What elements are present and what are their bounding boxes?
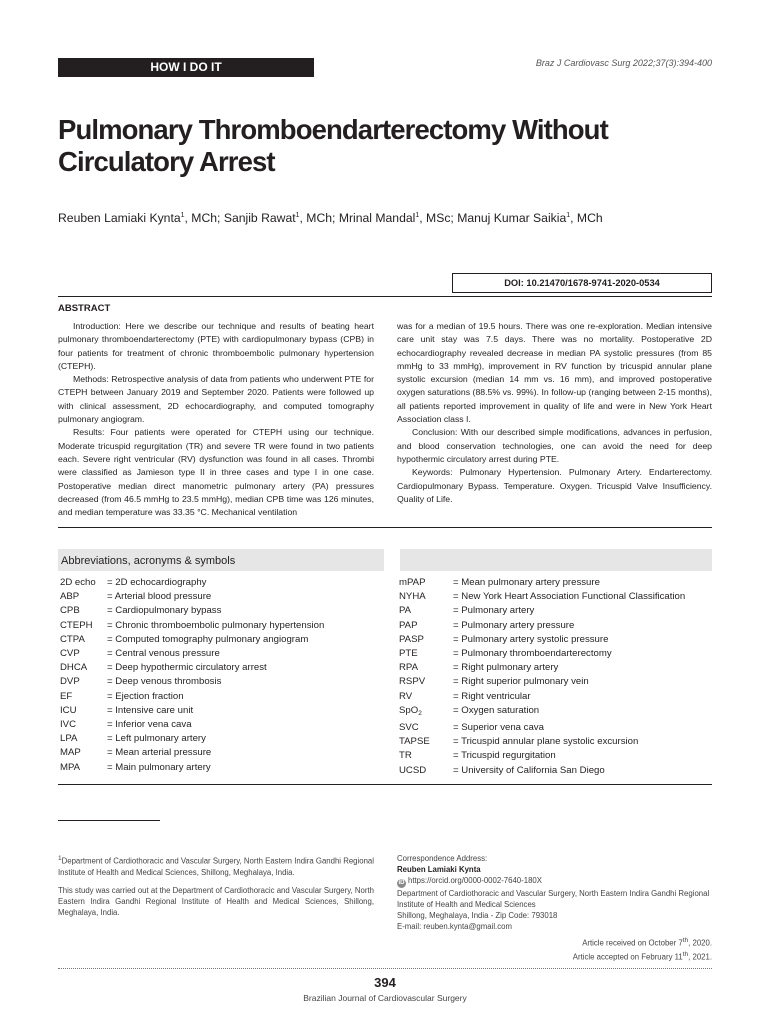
section-label: HOW I DO IT <box>58 58 314 77</box>
abbreviation-term <box>399 633 453 647</box>
abstract-results: Results: Four patients were operated for CTEPH using our technique. Moderate tricuspid regurgitation (TR) and severe TR were found in two patients each. Severe right ventricular (RV) dysfunction was found in all cases. Thrombi were classified as Jamieson type II in three cases and type I in one case. Postoperative median direct manometric pulmonary artery (PA) pressures decreased (from 46.5 mmHg to 23.5 mmHg), median CPB time was 126 minutes, and median temperature was 33.35 °C. Mechanical ventilation <box>58 427 374 518</box>
abbreviation-definition: = Ejection fraction <box>107 690 184 702</box>
abstract-methods: Methods: Retrospective analysis of data from patients who underwent PTE for CTEPH between January 2019 and September 2020. Patients were followed up with clinical assessment, 2D echocardiography, and computed tomography pulmonary angiogram. <box>58 374 374 425</box>
abbreviation-term <box>60 675 107 689</box>
author-name: Reuben Lamiaki Kynta <box>58 211 181 225</box>
abbreviation-term-text: UCSD <box>399 764 427 776</box>
abbreviation-definition: = Computed tomography pulmonary angiogram <box>107 633 309 645</box>
abbreviation-definition: = Mean arterial pressure <box>107 747 212 759</box>
abbreviation-row <box>399 749 685 763</box>
abbreviation-term-text: IVC <box>60 719 76 731</box>
abbreviation-term <box>399 604 453 618</box>
author-degree: , MSc; <box>419 211 458 225</box>
abstract-heading: ABSTRACT <box>58 303 111 314</box>
abbreviation-definition: = Intensive care unit <box>107 704 194 716</box>
abbreviation-row <box>60 675 324 689</box>
abbreviation-row <box>399 764 685 778</box>
author-affiliation-mark: 1 <box>180 211 185 219</box>
author-degree: , MCh; <box>299 211 339 225</box>
received-text: Article received on October 7 <box>582 938 683 948</box>
abbreviation-term <box>399 690 453 704</box>
abbreviation-term <box>399 764 453 778</box>
abbreviation-row <box>399 590 685 604</box>
title-line-2: Circulatory Arrest <box>58 146 275 177</box>
abbreviation-definition: = Deep venous thrombosis <box>107 676 222 688</box>
abbreviation-term <box>60 633 107 647</box>
abbreviation-definition: = Right ventricular <box>453 690 531 702</box>
abbreviation-term <box>60 576 107 590</box>
abbreviation-term-text: mPAP <box>399 577 426 588</box>
orcid-line[interactable] <box>397 875 712 888</box>
abbreviation-definition: = Cardiopulmonary bypass <box>107 605 222 617</box>
divider <box>58 527 712 528</box>
abbreviations-left-list <box>60 576 324 775</box>
abbreviation-term <box>399 675 453 689</box>
ordinal-suffix: th <box>682 950 689 958</box>
abbreviation-row <box>399 704 685 721</box>
abbreviation-definition: = Main pulmonary artery <box>107 761 211 773</box>
abbreviation-row <box>60 718 324 732</box>
abbreviation-definition: = Arterial blood pressure <box>107 591 212 603</box>
abbreviation-row <box>60 732 324 746</box>
abbreviation-term-text: PA <box>399 605 412 617</box>
abbreviation-term-text: MAP <box>60 747 81 759</box>
column-gutter <box>384 549 400 785</box>
abbreviation-row <box>399 661 685 675</box>
abbreviation-definition: = Deep hypothermic circulatory arrest <box>107 662 267 674</box>
abbreviation-definition: = Central venous pressure <box>107 648 220 660</box>
abstract-left-column <box>58 320 374 519</box>
article-title <box>58 114 708 178</box>
abbreviation-term-text: PAP <box>399 619 418 631</box>
abbreviation-term <box>60 590 107 604</box>
correspondence-email[interactable]: E-mail: reuben.kynta@gmail.com <box>397 922 512 931</box>
abstract-right-column <box>397 320 712 506</box>
abbreviation-term <box>60 619 107 633</box>
abbreviation-row <box>60 704 324 718</box>
abbreviation-row <box>60 590 324 604</box>
abstract-results-continued: was for a median of 19.5 hours. There was one re-exploration. Median intensive care unit stay was 7.5 days. There was no mortality. Postoperative 2D echocardiography revealed decrease in median PA systolic pressures (from 85 mmHg to 33 mmHg), improvement in RV function by tricuspid annular plane systolic excursion (median 14 mm vs. 16 mm), and improved postoperative oxygen saturations (88.5% vs. 99%). In follow-up (ranging between 2-15 months), all patients reported improvement in quality of life and were in New York Heart Association class I. <box>397 321 712 425</box>
abbreviation-term <box>60 732 107 746</box>
author-affiliation-mark: 1 <box>566 211 571 219</box>
abbreviation-term <box>60 718 107 732</box>
abbreviation-term-text: CTPA <box>60 633 85 645</box>
abbreviation-term-text: DHCA <box>60 662 88 674</box>
abbreviation-term-text: EF <box>60 690 73 702</box>
received-date <box>573 935 712 949</box>
correspondence-city: Shillong, Meghalaya, India - Zip Code: 793018 <box>397 911 558 920</box>
author-list <box>58 211 603 225</box>
orcid-icon: iD <box>398 880 405 886</box>
abstract-introduction: Introduction: Here we describe our technique and results of beating heart pulmonary thromboendarterectomy (PTE) with cardiopulmonary bypass (CPB) in four patients for treatment of chronic thromboembolic pulmonary hypertension (CTEPH). <box>58 321 374 371</box>
abbreviation-term <box>60 704 107 718</box>
affiliation-mark: 1 <box>58 855 62 862</box>
journal-name: Brazilian Journal of Cardiovascular Surgery <box>303 993 467 1003</box>
divider <box>58 784 712 785</box>
abbreviation-term-text: 2D echo <box>60 577 96 588</box>
abstract-keywords: Keywords: Pulmonary Hypertension. Pulmonary Artery. Endarterectomy. Cardiopulmonary Bypass. Temperature. Oxygen. Tricuspid Valve Insufficiency. Quality of Life. <box>397 467 712 504</box>
footnote-rule <box>58 820 160 821</box>
correspondence-name: Reuben Lamiaki Kynta <box>397 865 481 874</box>
affiliation-text: Department of Cardiothoracic and Vascular Surgery, North Eastern Indira Gandhi Regional Institute of Health and Medical Sciences, Shillong, Meghalaya, India. <box>58 856 374 877</box>
abbreviation-term <box>399 661 453 675</box>
abbreviation-definition: = Pulmonary artery pressure <box>453 619 575 631</box>
journal-citation: Braz J Cardiovasc Surg 2022;37(3):394-400 <box>535 58 712 68</box>
abbreviation-term <box>60 661 107 675</box>
page-number: 394 <box>374 975 396 990</box>
abbreviation-term <box>60 746 107 760</box>
abbreviation-row <box>399 647 685 661</box>
abbreviation-row <box>60 633 324 647</box>
abbreviation-row <box>399 735 685 749</box>
abbreviation-row <box>399 576 685 590</box>
abbreviation-definition: = Mean pulmonary artery pressure <box>453 577 600 588</box>
abbreviation-row <box>60 647 324 661</box>
abstract-conclusion: Conclusion: With our described simple modifications, advances in perfusion, and blood conservation technologies, one can avoid the need for deep hypothermic circulatory arrest during PTE. <box>397 427 712 464</box>
abbreviation-term-text: TAPSE <box>399 736 430 748</box>
study-note: This study was carried out at the Department of Cardiothoracic and Vascular Surgery, North Eastern Indira Gandhi Regional Institute of Health and Medical Sciences, Shillong, Meghalaya, India. <box>58 886 374 917</box>
accepted-year: , 2021. <box>688 952 712 962</box>
abbreviation-definition: = 2D echocardiography <box>107 577 207 588</box>
abbreviations-box <box>58 549 712 785</box>
abbreviation-definition: = Pulmonary artery <box>453 605 535 617</box>
author-affiliation-mark: 1 <box>295 211 300 219</box>
abbreviation-term <box>60 690 107 704</box>
article-dates <box>573 935 712 962</box>
abbreviation-term <box>60 647 107 661</box>
abbreviation-term-text: ICU <box>60 704 77 716</box>
author-name: Mrinal Mandal <box>338 211 416 225</box>
abbreviation-term-text: NYHA <box>399 591 426 603</box>
abbreviation-term-text: MPA <box>60 761 81 773</box>
abbreviation-definition: = Right pulmonary artery <box>453 662 559 674</box>
abbreviation-definition: = Superior vena cava <box>453 722 544 734</box>
abbreviation-term-text: CVP <box>60 648 80 660</box>
abbreviation-row <box>60 746 324 760</box>
affiliation-note <box>58 853 374 878</box>
abbreviation-row <box>60 576 324 590</box>
abbreviation-subscript: 2 <box>418 709 422 717</box>
abbreviation-term <box>399 619 453 633</box>
abbreviation-definition: = University of California San Diego <box>453 764 605 776</box>
abbreviation-term-text: TR <box>399 750 412 762</box>
abbreviation-term <box>399 721 453 735</box>
abbreviation-row <box>60 619 324 633</box>
divider <box>58 296 712 297</box>
accepted-text: Article accepted on February 11 <box>572 952 683 962</box>
abbreviation-term <box>399 576 453 590</box>
abbreviation-row <box>399 633 685 647</box>
abbreviation-row <box>399 690 685 704</box>
author-degree: , MCh <box>570 211 603 225</box>
abbreviation-term <box>60 761 107 775</box>
abbreviation-definition: = New York Heart Association Functional Classification <box>453 591 686 603</box>
abbreviation-term <box>399 735 453 749</box>
author-affiliation-mark: 1 <box>415 211 420 219</box>
abbreviation-definition: = Tricuspid regurgitation <box>453 750 556 762</box>
abbreviation-row <box>60 661 324 675</box>
accepted-date <box>573 949 712 963</box>
abbreviation-row <box>399 604 685 618</box>
abbreviation-definition: = Chronic thromboembolic pulmonary hypertension <box>107 619 325 631</box>
abbreviation-term-text: CPB <box>60 605 80 617</box>
abbreviation-definition: = Right superior pulmonary vein <box>453 676 589 688</box>
abbreviation-definition: = Inferior vena cava <box>107 719 192 731</box>
abbreviation-definition: = Pulmonary artery systolic pressure <box>453 633 609 645</box>
abbreviation-term-text: DVP <box>60 676 80 688</box>
abbreviation-term <box>399 749 453 763</box>
abbreviations-right-list <box>399 576 685 778</box>
abbreviation-term-text: RPA <box>399 662 419 674</box>
abbreviation-row <box>60 604 324 618</box>
abbreviation-definition: = Pulmonary thromboendarterectomy <box>453 648 612 660</box>
correspondence-block <box>397 853 712 932</box>
doi-box[interactable]: DOI: 10.21470/1678-9741-2020-0534 <box>452 273 712 293</box>
author-name: Manuj Kumar Saikia <box>457 211 567 225</box>
abbreviation-term <box>399 647 453 661</box>
orcid-link[interactable]: https://orcid.org/0000-0002-7640-180X <box>408 876 542 885</box>
abbreviation-definition: = Oxygen saturation <box>453 704 540 716</box>
abbreviation-row <box>60 761 324 775</box>
title-line-1: Pulmonary Thromboendarterectomy Without <box>58 114 608 145</box>
footer-divider <box>58 968 712 969</box>
abbreviation-term <box>60 604 107 618</box>
received-year: , 2020. <box>688 938 712 948</box>
abbreviation-row <box>60 690 324 704</box>
abbreviation-definition: = Left pulmonary artery <box>107 733 206 745</box>
abbreviation-definition: = Tricuspid annular plane systolic excursion <box>453 736 639 748</box>
abbreviation-row <box>399 721 685 735</box>
ordinal-suffix: th <box>682 937 689 944</box>
correspondence-department: Department of Cardiothoracic and Vascular Surgery, North Eastern Indira Gandhi Regional Institute of Health and Medical Sciences <box>397 889 710 909</box>
abbreviation-term-text: PASP <box>399 633 424 645</box>
abbreviation-term-text: RSPV <box>399 676 426 688</box>
correspondence-label: Correspondence Address: <box>397 854 488 863</box>
abbreviation-term-text: LPA <box>60 733 78 745</box>
abbreviation-term <box>399 590 453 604</box>
abbreviation-term-text: RV <box>399 690 413 702</box>
author-degree: , MCh; <box>184 211 224 225</box>
abbreviation-term <box>399 704 453 721</box>
abbreviation-term-text: PTE <box>399 648 418 660</box>
abbreviations-heading: Abbreviations, acronyms & symbols <box>58 549 712 571</box>
abbreviation-term-text: SpO <box>399 704 419 716</box>
abbreviation-row <box>399 619 685 633</box>
abbreviation-term-text: CTEPH <box>60 619 93 631</box>
abbreviation-row <box>399 675 685 689</box>
author-name: Sanjib Rawat <box>223 211 296 225</box>
abbreviation-term-text: SVC <box>399 722 419 734</box>
abbreviation-term-text: ABP <box>60 591 80 603</box>
